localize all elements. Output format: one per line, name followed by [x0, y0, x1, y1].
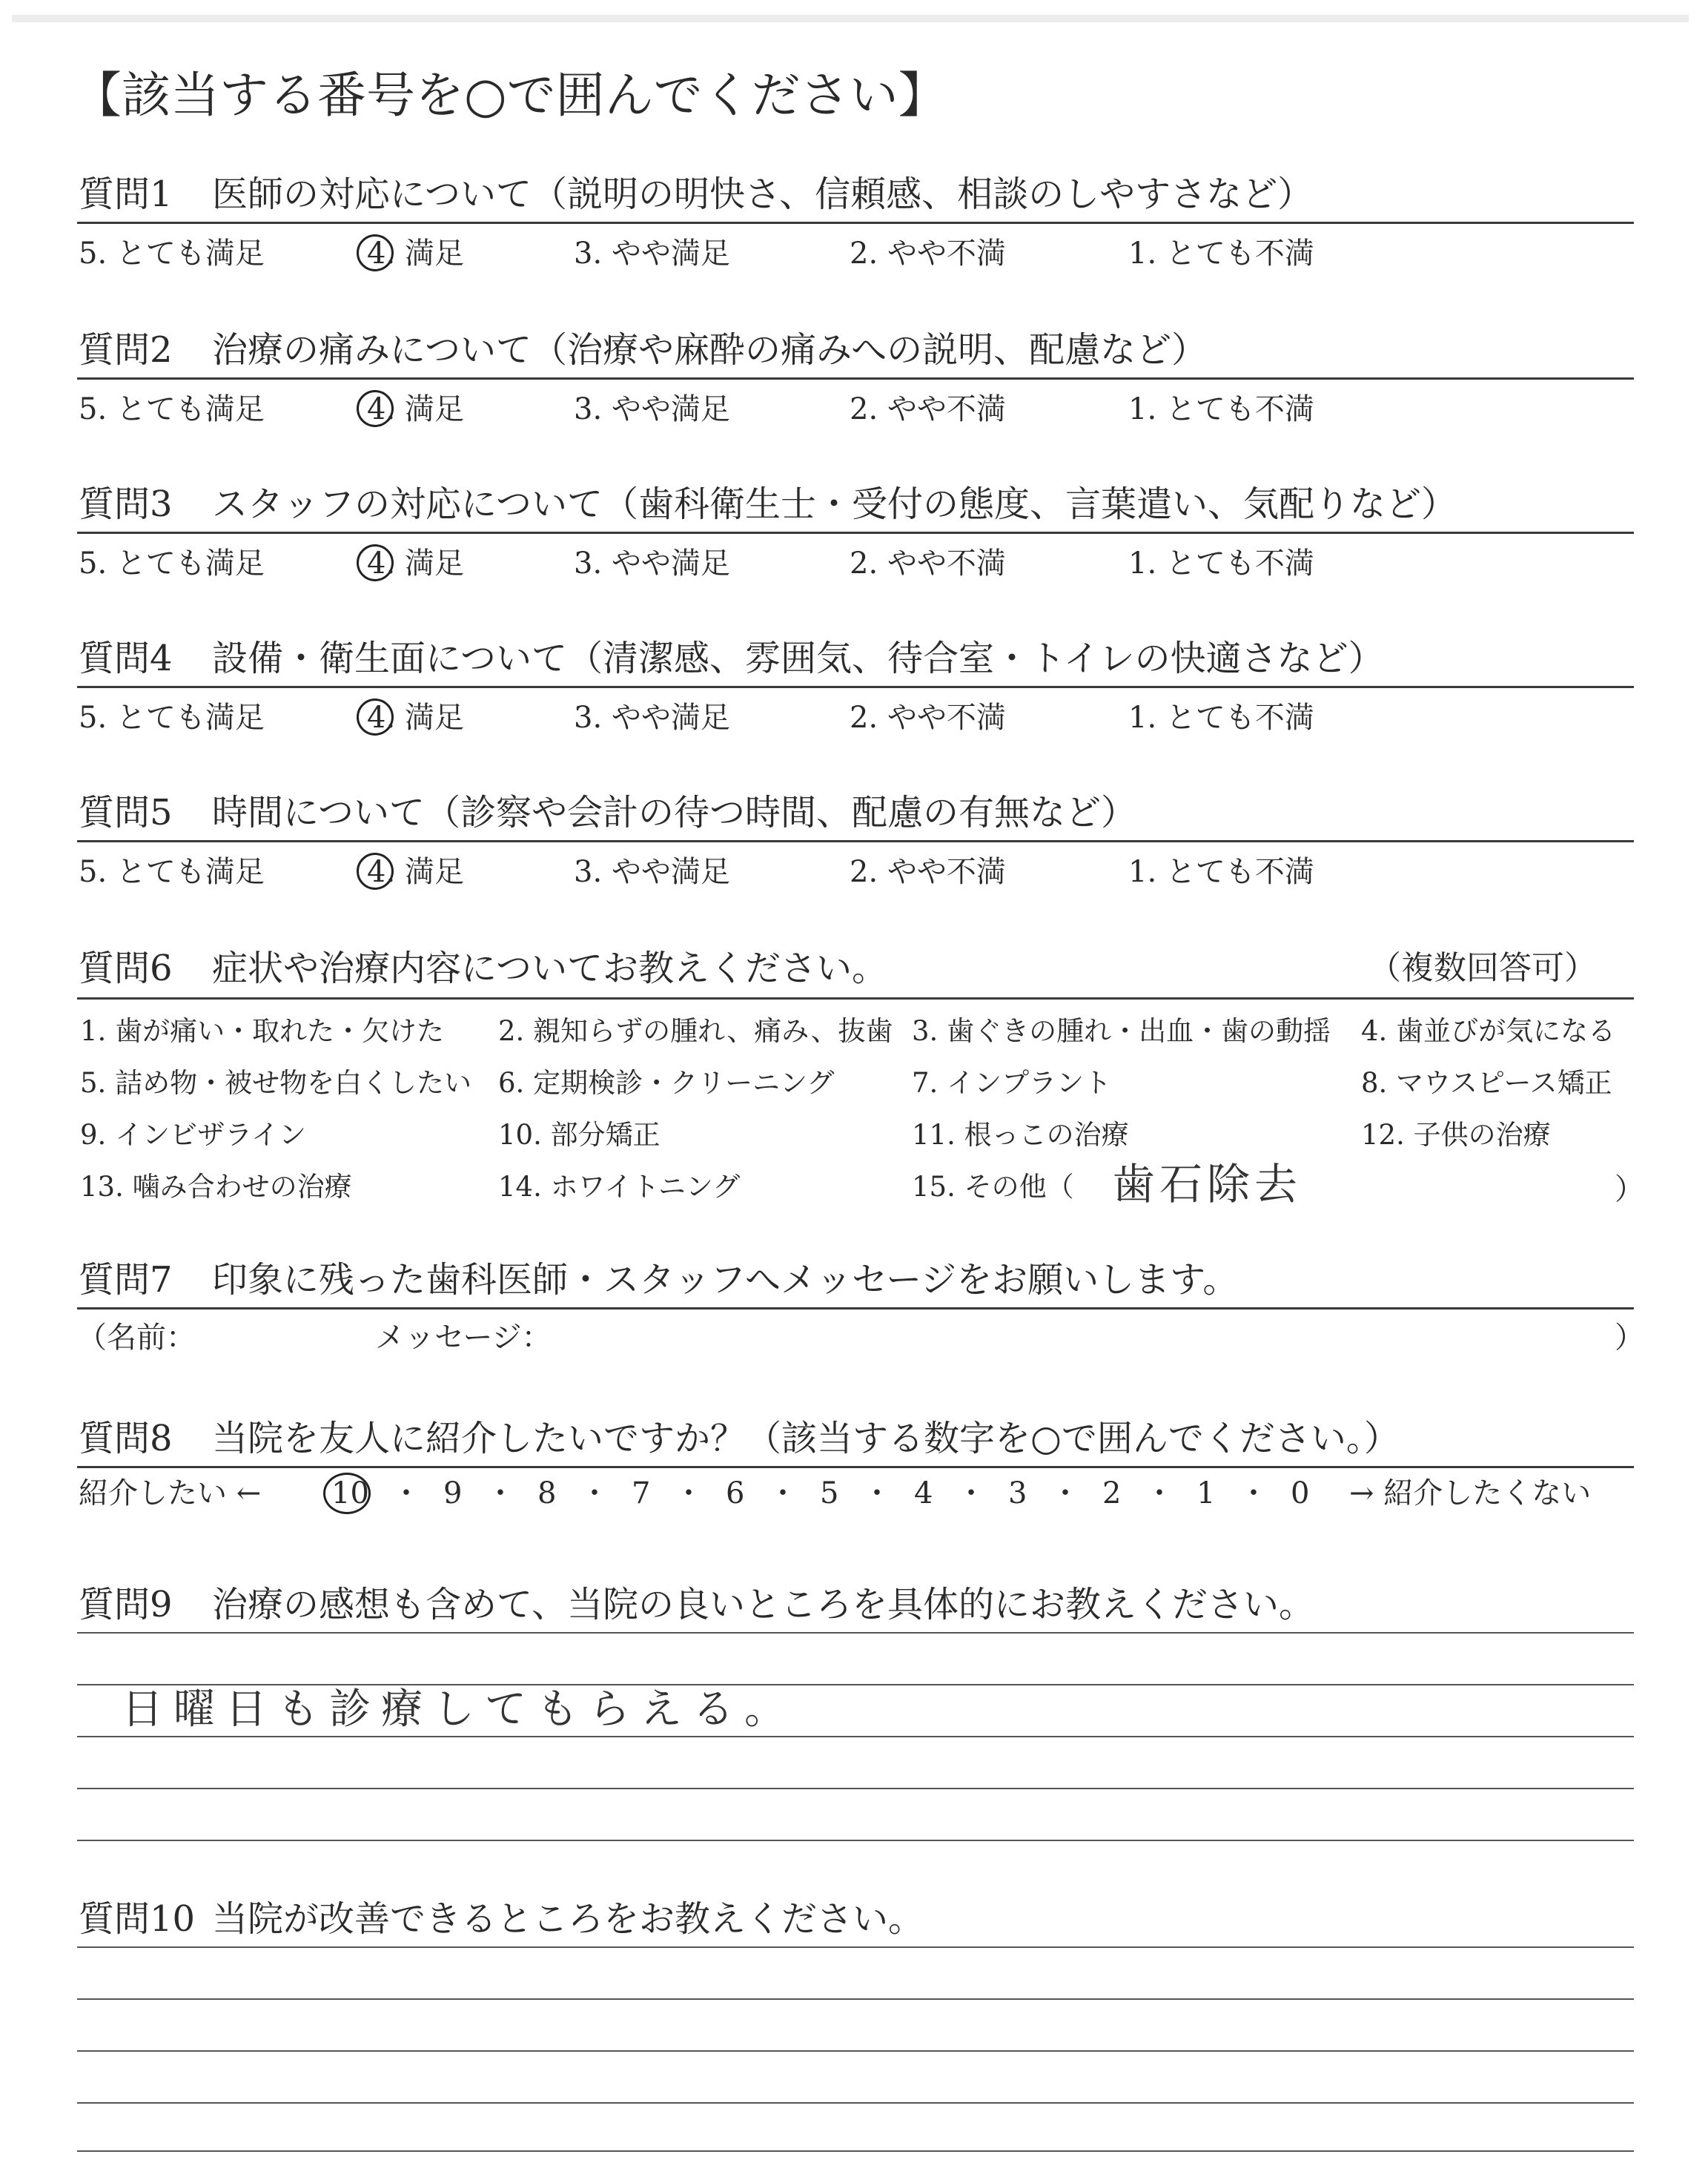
q2-option-1[interactable]: 1. とても不満 [1128, 392, 1314, 426]
question-3-number: 質問3 [79, 483, 173, 525]
scale-separator: ・ [862, 1476, 892, 1510]
q6-item-10[interactable]: 10. 部分矯正 [498, 1119, 661, 1151]
q10-answer-line-2 [77, 1998, 1634, 2000]
q3-option-4-label: 満足 [405, 546, 464, 581]
question-4-rule [77, 686, 1634, 688]
question-1-rule [77, 222, 1634, 224]
scale-value-6[interactable]: 6 [726, 1476, 745, 1510]
question-8-rule [77, 1466, 1634, 1468]
question-10-heading [79, 1898, 924, 1940]
question-1-text: 医師の対応について（説明の明快さ、信頼感、相談のしやすさなど） [212, 174, 1314, 215]
scale-value-7[interactable]: 7 [632, 1476, 651, 1510]
q1-option-3[interactable]: 3. やや満足 [574, 237, 730, 271]
q5-option-1[interactable]: 1. とても不満 [1128, 855, 1314, 889]
q4-option-1[interactable]: 1. とても不満 [1128, 701, 1314, 735]
question-5-heading [79, 792, 1137, 833]
scale-separator: ・ [1145, 1476, 1174, 1510]
q10-answer-line-1 [77, 1946, 1634, 1948]
question-5-text: 時間について（診察や会計の待つ時間、配慮の有無など） [212, 792, 1137, 833]
scale-separator: ・ [1239, 1476, 1268, 1510]
q7-name-field[interactable]: （名前： [77, 1321, 196, 1355]
scan-edge-line [12, 15, 1689, 22]
q5-option-4[interactable]: 4. [367, 855, 396, 889]
q6-other-close-paren: ） [1615, 1172, 1644, 1206]
q9-handwritten-answer[interactable]: 日曜日も診療してもらえる。 [122, 1685, 796, 1734]
q3-option-2[interactable]: 2. やや不満 [850, 546, 1006, 581]
scale-value-1[interactable]: 1 [1196, 1476, 1216, 1510]
q5-option-5[interactable]: 5. とても満足 [79, 855, 265, 889]
question-7-number: 質問7 [79, 1259, 173, 1301]
q9-answer-line-5 [77, 1840, 1634, 1841]
q10-answer-line-4 [77, 2102, 1634, 2104]
scale-value-9[interactable]: 9 [443, 1476, 463, 1510]
question-4-heading [79, 638, 1384, 679]
scale-separator: ・ [956, 1476, 986, 1510]
q6-item-11[interactable]: 11. 根っこの治療 [912, 1119, 1129, 1151]
scale-separator: ・ [674, 1476, 704, 1510]
question-6-rule [77, 997, 1634, 1000]
question-4-text: 設備・衛生面について（清潔感、雰囲気、待合室・トイレの快適さなど） [212, 638, 1384, 679]
question-2-text: 治療の痛みについて（治療や麻酔の痛みへの説明、配慮など） [212, 329, 1208, 371]
q3-option-1[interactable]: 1. とても不満 [1128, 546, 1314, 581]
q4-option-4-label: 満足 [405, 701, 464, 735]
question-2-number: 質問2 [79, 329, 173, 371]
q4-option-5[interactable]: 5. とても満足 [79, 701, 265, 735]
question-4-number: 質問4 [79, 638, 173, 679]
q6-item-3[interactable]: 3. 歯ぐきの腫れ・出血・歯の動揺 [912, 1015, 1331, 1047]
question-7-heading [79, 1259, 1239, 1301]
question-5-rule [77, 840, 1634, 842]
q3-option-4[interactable]: 4. [367, 546, 396, 581]
q7-message-field[interactable]: メッセージ： [375, 1321, 552, 1355]
question-8-number: 質問8 [79, 1418, 173, 1459]
q6-item-15[interactable]: 15. その他（ [912, 1171, 1074, 1203]
question-6-number: 質問6 [79, 948, 173, 989]
q1-option-5[interactable]: 5. とても満足 [79, 237, 265, 271]
question-7-text: 印象に残った歯科医師・スタッフへメッセージをお願いします。 [212, 1259, 1239, 1301]
question-2-heading [79, 329, 1208, 371]
question-2-rule [77, 377, 1634, 380]
q3-option-3[interactable]: 3. やや満足 [574, 546, 730, 581]
q6-item-8[interactable]: 8. マウスピース矯正 [1361, 1067, 1612, 1099]
q6-item-4[interactable]: 4. 歯並びが気になる [1361, 1015, 1616, 1047]
q9-answer-line-4 [77, 1788, 1634, 1789]
q2-option-3[interactable]: 3. やや満足 [574, 392, 730, 426]
question-9-text: 治療の感想も含めて、当院の良いところを具体的にお教えください。 [212, 1584, 1315, 1625]
scale-left-label: 紹介したい ← [79, 1476, 262, 1510]
q6-item-7[interactable]: 7. インプラント [912, 1067, 1112, 1099]
question-3-heading [79, 483, 1457, 525]
multiple-answers-note: （複数回答可） [1368, 949, 1597, 987]
question-3-text: スタッフの対応について（歯科衛生士・受付の態度、言葉遣い、気配りなど） [212, 483, 1457, 525]
question-6-heading [79, 948, 888, 989]
question-8-text: 当院を友人に紹介したいですか？（該当する数字を○で囲んでください。） [212, 1418, 1400, 1459]
scale-separator: ・ [391, 1476, 421, 1510]
q6-item-6[interactable]: 6. 定期検診・クリーニング [498, 1067, 835, 1099]
q10-answer-line-3 [77, 2050, 1634, 2052]
question-5-number: 質問5 [79, 792, 173, 833]
question-9-heading [79, 1584, 1315, 1625]
q4-option-2[interactable]: 2. やや不満 [850, 701, 1006, 735]
q9-answer-line-3 [77, 1736, 1634, 1737]
question-6-text: 症状や治療内容についてお教えください。 [212, 948, 888, 989]
question-3-rule [77, 532, 1634, 534]
q6-item-9[interactable]: 9. インビザライン [80, 1119, 306, 1151]
q9-answer-line-1 [77, 1632, 1634, 1634]
scale-separator: ・ [768, 1476, 798, 1510]
question-10-text: 当院が改善できるところをお教えください。 [212, 1898, 924, 1940]
scale-value-2[interactable]: 2 [1102, 1476, 1122, 1510]
question-9-number: 質問9 [79, 1584, 173, 1625]
q6-other-answer[interactable]: 歯石除去 [1112, 1159, 1302, 1209]
q3-option-5[interactable]: 5. とても満足 [79, 546, 265, 581]
page-title: 【該当する番号を○で囲んでください】 [73, 67, 947, 124]
q5-option-2[interactable]: 2. やや不満 [850, 855, 1006, 889]
q1-option-2[interactable]: 2. やや不満 [850, 237, 1006, 271]
q2-option-4[interactable]: 4. [367, 392, 396, 426]
question-7-rule [77, 1307, 1634, 1309]
q4-option-3[interactable]: 3. やや満足 [574, 701, 730, 735]
q1-option-1[interactable]: 1. とても不満 [1128, 237, 1314, 271]
q1-option-4[interactable]: 4. [367, 237, 396, 271]
q6-item-14[interactable]: 14. ホワイトニング [498, 1171, 741, 1203]
question-8-heading [79, 1418, 1400, 1459]
q5-option-3[interactable]: 3. やや満足 [574, 855, 730, 889]
scale-separator: ・ [1050, 1476, 1080, 1510]
q2-option-5[interactable]: 5. とても満足 [79, 392, 265, 426]
question-1-number: 質問1 [79, 174, 173, 215]
scale-value-5[interactable]: 5 [820, 1476, 839, 1510]
scale-value-10[interactable]: 10 [331, 1476, 369, 1510]
q2-option-4-label: 満足 [405, 392, 464, 426]
scale-separator: ・ [580, 1476, 609, 1510]
q4-option-4[interactable]: 4. [367, 701, 396, 735]
q10-answer-line-5 [77, 2150, 1634, 2152]
q1-option-4-label: 満足 [405, 237, 464, 271]
q6-item-12[interactable]: 12. 子供の治療 [1361, 1119, 1551, 1151]
scale-value-8[interactable]: 8 [537, 1476, 557, 1510]
q6-item-1[interactable]: 1. 歯が痛い・取れた・欠けた [80, 1015, 445, 1047]
q6-item-2[interactable]: 2. 親知らずの腫れ、痛み、抜歯 [498, 1015, 893, 1047]
scale-value-3[interactable]: 3 [1008, 1476, 1027, 1510]
q6-item-5[interactable]: 5. 詰め物・被せ物を白くしたい [80, 1067, 472, 1099]
q5-option-4-label: 満足 [405, 855, 464, 889]
scale-right-label: → 紹介したくない [1349, 1476, 1592, 1510]
scale-value-0[interactable]: 0 [1291, 1476, 1310, 1510]
question-1-heading [79, 174, 1314, 215]
q2-option-2[interactable]: 2. やや不満 [850, 392, 1006, 426]
scale-value-4[interactable]: 4 [914, 1476, 933, 1510]
q6-item-13[interactable]: 13. 噛み合わせの治療 [80, 1171, 352, 1203]
scale-separator: ・ [486, 1476, 515, 1510]
q7-close-paren: ） [1615, 1321, 1644, 1355]
question-10-number: 質問10 [79, 1898, 196, 1940]
